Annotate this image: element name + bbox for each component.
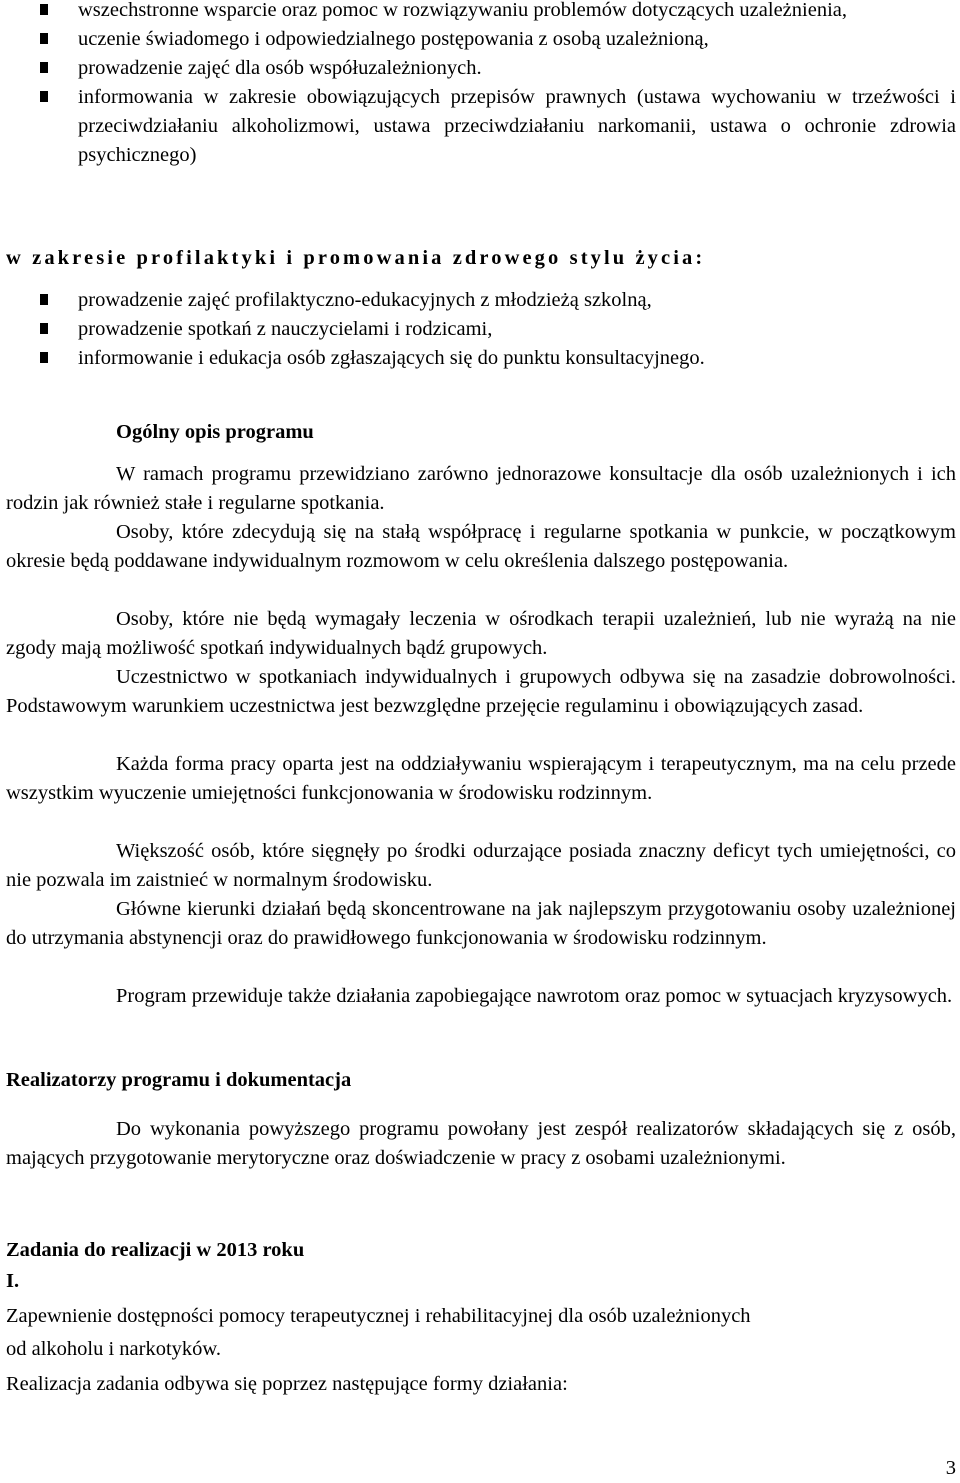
section-title-zadania: Zadania do realizacji w 2013 roku	[6, 1239, 305, 1261]
task-line: Realizacja zadania odbywa się poprzez następujące formy działania:	[6, 1373, 568, 1395]
paragraph	[6, 663, 956, 721]
list-item-text: informowanie i edukacja osób zgłaszających się do punktu konsultacyjnego.	[78, 347, 705, 369]
list-item	[0, 54, 960, 83]
list-item	[0, 0, 960, 25]
paragraph	[6, 460, 956, 518]
page-number: 3	[945, 1457, 956, 1479]
paragraph-text: W ramach programu przewidziano zarówno jednorazowe konsultacje dla osób uzależnionych i ich rodzin jak również stałe i regularne spotkania.	[6, 463, 956, 514]
list-item	[0, 25, 960, 54]
paragraph-text: Każda forma pracy oparta jest na oddziaływaniu wspierającym i terapeutycznym, ma na celu przede wszystkim wyuczenie umiejętności funkcjonowania w środowisku rodzinnym.	[6, 753, 956, 804]
square-bullet-icon	[40, 294, 48, 305]
paragraph-text: Osoby, które zdecydują się na stałą współpracę i regularne spotkania w punkcie, w początkowym okresie będą poddawane indywidualnym rozmowom w celu określenia dalszego postępowania.	[6, 521, 956, 572]
paragraph	[6, 895, 956, 953]
paragraph	[6, 837, 956, 895]
section-title-realizatorzy: Realizatorzy programu i dokumentacja	[6, 1069, 352, 1091]
paragraph-text: Program przewiduje także działania zapobiegające nawrotom oraz pomoc w sytuacjach kryzysowych.	[116, 985, 953, 1007]
paragraph	[6, 605, 956, 663]
task-line: Zapewnienie dostępności pomocy terapeutycznej i rehabilitacyjnej dla osób uzależnionych	[6, 1305, 751, 1327]
paragraph-text: Do wykonania powyższego programu powołany jest zespół realizatorów składających się z osób, mających przygotowanie merytoryczne oraz doświadczenie w pracy z osobami uzależnionymi.	[6, 1118, 956, 1169]
list-item	[0, 286, 960, 315]
list-item-text: prowadzenie zajęć profilaktyczno-edukacyjnych z młodzieżą szkolną,	[78, 289, 652, 311]
profilaktyka-heading: w zakresie profilaktyki i promowania zdrowego stylu życia:	[6, 247, 706, 269]
paragraph-text: Uczestnictwo w spotkaniach indywidualnych i grupowych odbywa się na zasadzie dobrowolności. Podstawowym warunkiem uczestnictwa jest bezwzględne przejęcie regulaminu i obowiązujących zasad.	[6, 666, 956, 717]
square-bullet-icon	[40, 4, 48, 15]
list-item-text: informowania w zakresie obowiązujących przepisów prawnych (ustawa wychowaniu w trzeźwości i przeciwdziałaniu alkoholizmowi, ustawa przeciwdziałaniu narkomanii, ustawa o ochronie zdrowia psychicznego)	[78, 86, 956, 166]
square-bullet-icon	[40, 33, 48, 44]
list-item-text: prowadzenie spotkań z nauczycielami i rodzicami,	[78, 318, 493, 340]
paragraph-text: Większość osób, które sięgnęły po środki odurzające posiada znaczny deficyt tych umiejętności, co nie pozwala im zaistnieć w normalnym środowisku.	[6, 840, 956, 891]
list-item	[0, 344, 960, 373]
list-item-text: uczenie świadomego i odpowiedzialnego postępowania z osobą uzależnioną,	[78, 28, 709, 50]
square-bullet-icon	[40, 323, 48, 334]
list-item	[0, 315, 960, 344]
list-item-text: wszechstronne wsparcie oraz pomoc w rozwiązywaniu problemów dotyczących uzależnienia,	[78, 0, 847, 21]
roman-numeral: I.	[6, 1270, 20, 1292]
paragraph	[6, 1115, 956, 1173]
paragraph	[6, 518, 956, 576]
paragraph	[6, 982, 956, 1011]
list-item	[0, 83, 960, 170]
square-bullet-icon	[40, 62, 48, 73]
profilaktyka-bullet-list	[0, 286, 960, 373]
paragraph-text: Osoby, które nie będą wymagały leczenia w ośrodkach terapii uzależnień, lub nie wyrażą na nie zgody mają możliwość spotkań indywidualnych bądź grupowych.	[6, 608, 956, 659]
square-bullet-icon	[40, 91, 48, 102]
task-line: od alkoholu i narkotyków.	[6, 1338, 222, 1360]
support-bullet-list	[0, 0, 960, 170]
section-title-opis: Ogólny opis programu	[116, 421, 314, 443]
square-bullet-icon	[40, 352, 48, 363]
list-item-text: prowadzenie zajęć dla osób współuzależnionych.	[78, 57, 482, 79]
paragraph	[6, 750, 956, 808]
paragraph-text: Główne kierunki działań będą skoncentrowane na jak najlepszym przygotowaniu osoby uzależnionej do utrzymania abstynencji oraz do prawidłowego funkcjonowania w środowisku rodzinnym.	[6, 898, 956, 949]
